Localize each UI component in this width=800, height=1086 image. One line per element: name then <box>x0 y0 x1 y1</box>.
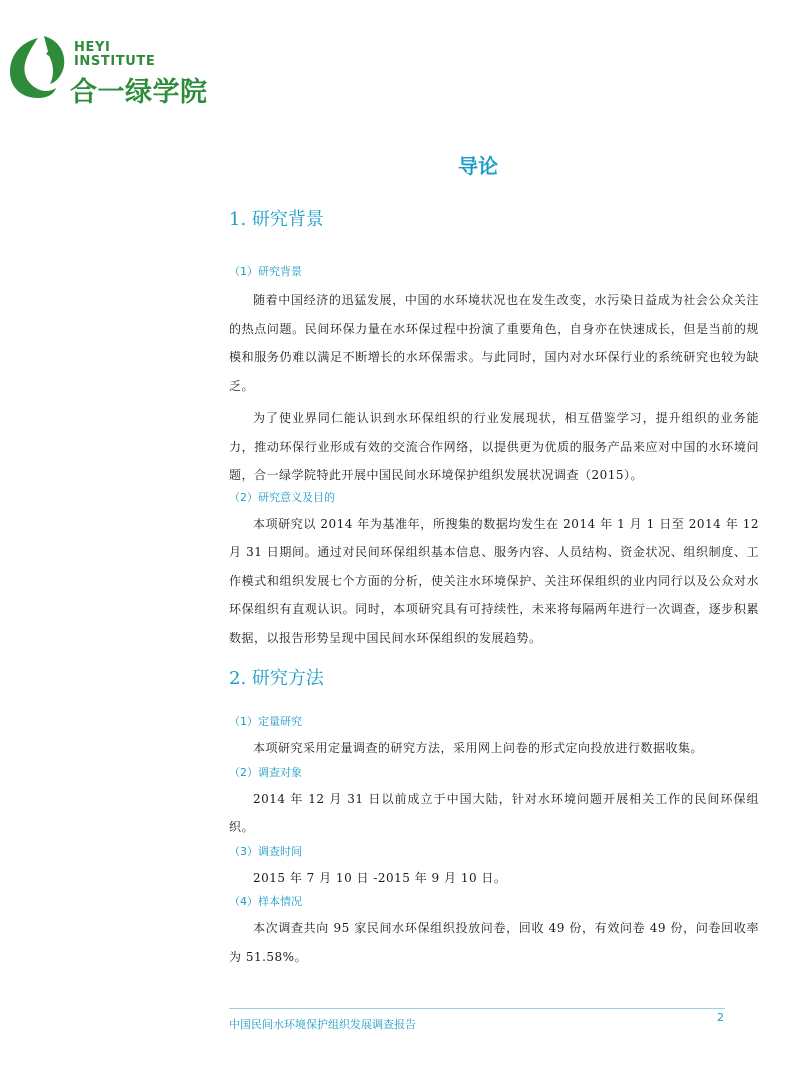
paragraph-subjects: 2014 年 12 月 31 日以前成立于中国大陆，针对水环境问题开展相关工作的民间环保组织。 <box>229 791 759 834</box>
footer-report-title: 中国民间水环境保护组织发展调查报告 <box>229 1018 416 1031</box>
paragraph-purpose: 本项研究以 2014 年为基准年，所搜集的数据均发生在 2014 年 1 月 1 日至 2014 年 12 月 31 日期间。通过对民间环保组织基本信息、服务内容、人员结构、资金状况、组织制度、工作模式和组织发展七个方面的分析，使关注水环境保护、关注环保组织的业内同行以及公众对水环保组织有直观认识。同时，本项研究具有可持续性，未来将每隔两年进行一次调查，逐步积累数据，以报告形势呈现中国民间水环保组织的发展趋势。 <box>229 516 759 645</box>
subheading-purpose: （2）研究意义及目的 <box>229 490 335 504</box>
paragraph-time: 2015 年 7 月 10 日 -2015 年 9 月 10 日。 <box>253 870 507 885</box>
logo-english-line1: HEYI <box>74 40 111 55</box>
section-heading-methods: 2. 研究方法 <box>229 668 324 689</box>
subheading-time: （3）调查时间 <box>229 844 302 858</box>
subheading-subjects: （2）调查对象 <box>229 765 302 779</box>
paragraph-background-2: 为了使业界同仁能认识到水环保组织的行业发展现状，相互借鉴学习，提升组织的业务能力，推动环保行业形成有效的交流合作网络，以提供更为优质的服务产品来应对中国的水环境问题，合一绿学院特此开展中国民间水环境保护组织发展状况调查（2015）。 <box>229 411 759 482</box>
subheading-sample: （4）样本情况 <box>229 895 302 908</box>
page-title: 导论 <box>458 154 498 178</box>
main-content <box>229 205 759 971</box>
footer-divider <box>229 1008 725 1009</box>
section-heading-background: 1. 研究背景 <box>229 209 324 230</box>
logo-english-text <box>74 41 155 69</box>
page-number: 2 <box>717 1011 724 1024</box>
logo-chinese-text: 合一绿学院 <box>70 77 208 108</box>
logo-english-line2: INSTITUTE <box>74 54 156 69</box>
subheading-background: （1）研究背景 <box>229 265 302 278</box>
paragraph-sample: 本次调查共向 95 家民间水环保组织投放问卷，回收 49 份，有效问卷 49 份，问卷回收率为 51.58%。 <box>229 921 759 964</box>
subheading-quantitative: （1）定量研究 <box>229 715 302 728</box>
leaf-face-logo-icon <box>4 32 70 104</box>
heyi-logo <box>4 32 234 108</box>
paragraph-quantitative: 本项研究采用定量调查的研究方法，采用网上问卷的形式定向投放进行数据收集。 <box>253 741 704 755</box>
paragraph-background-1: 随着中国经济的迅猛发展，中国的水环境状况也在发生改变，水污染日益成为社会公众关注的热点问题。民间环保力量在水环保过程中扮演了重要角色，自身亦在快速成长，但是当前的规模和服务仍难以满足不断增长的水环保需求。与此同时，国内对水环保行业的系统研究也较为缺乏。 <box>229 293 759 393</box>
